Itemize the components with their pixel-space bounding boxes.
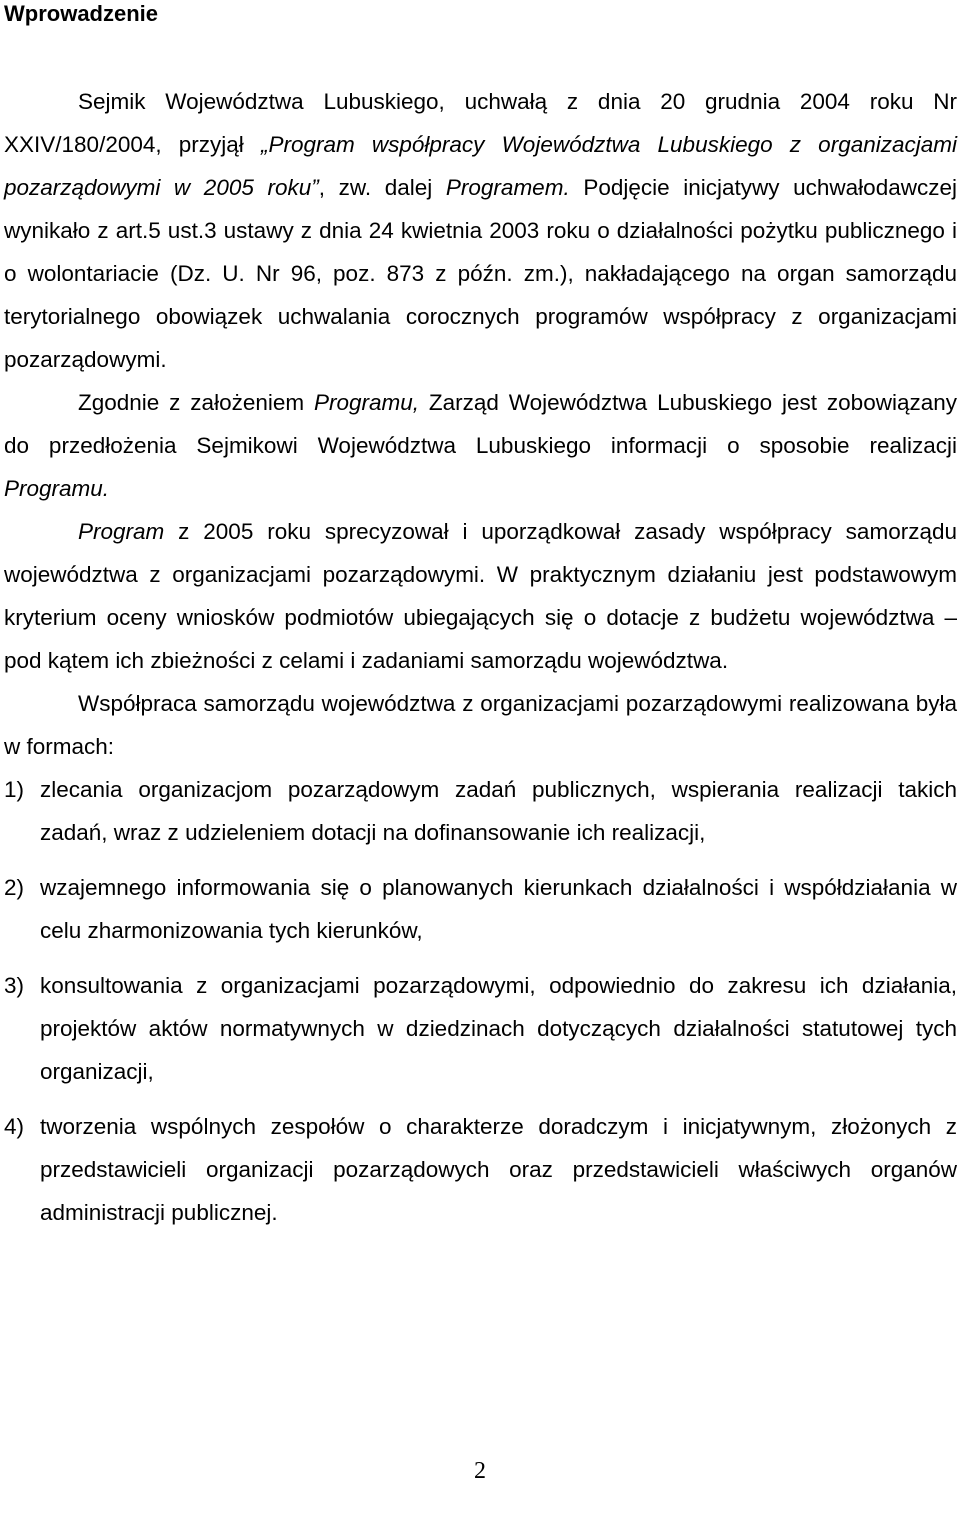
list-item-number: 1) — [4, 777, 25, 802]
list-item-number: 4) — [4, 1114, 25, 1139]
paragraph-text: Sejmik Województwa Lubuskiego, uchwałą z dnia 20 grudnia 2004 roku Nr XXIV/180/2004, przyjął — [4, 89, 957, 157]
paragraph-text: Podjęcie inicjatywy uchwałodawczej wynikało z art.5 ust.3 ustawy z dnia 24 kwietnia 2003 roku o działalności pożytku publicznego i o wolontariacie (Dz. U. Nr 96, poz. 873 z późn. zm.), nakładającego na organ samorządu terytorialnego obowiązek uchwalania corocznych programów współpracy z organizacjami pozarządowymi. — [4, 175, 957, 372]
list-item — [4, 964, 957, 1093]
paragraph-text: , zw. dalej — [318, 175, 446, 200]
list-item — [4, 1105, 957, 1234]
program-term: Programem. — [445, 175, 570, 200]
page-number: 2 — [474, 1458, 486, 1484]
program-term: Programu, — [313, 390, 420, 415]
list-item-text: konsultowania z organizacjami pozarządowymi, odpowiednio do zakresu ich działania, projektów aktów normatywnych w dziedzinach dotyczących działalności statutowej tych organizacji, — [40, 973, 957, 1084]
paragraph-text: z 2005 roku sprecyzował i uporządkował zasady współpracy samorządu województwa z organizacjami pozarządowymi. W praktycznym działaniu jest podstawowym kryterium oceny wniosków podmiotów ubiegających się o dotacje z budżetu województwa – pod kątem ich zbieżności z celami i zadaniami samorządu województwa. — [4, 519, 957, 673]
section-heading: Wprowadzenie — [4, 1, 159, 26]
program-term: Programu. — [4, 476, 110, 501]
document-page — [4, 0, 957, 1246]
program-title: „Program współpracy Województwa Lubuskiego z organizacjami pozarządowymi w 2005 roku” — [4, 132, 957, 200]
list-item-number: 2) — [4, 875, 25, 900]
list-item — [4, 866, 957, 952]
paragraph-program-principles — [4, 510, 957, 682]
paragraph-program-adoption — [4, 80, 957, 381]
list-item-text: tworzenia wspólnych zespołów o charakterze doradczym i inicjatywnym, złożonych z przedstawicieli organizacji pozarządowych oraz przedstawicieli właściwych organów administracji publicznej. — [40, 1114, 957, 1225]
cooperation-forms-list — [4, 768, 957, 1234]
program-term: Program — [78, 519, 165, 544]
paragraph-cooperation-forms-intro: Współpraca samorządu województwa z organizacjami pozarządowymi realizowana była w formach: — [4, 691, 957, 759]
list-item-number: 3) — [4, 973, 25, 998]
list-item-text: wzajemnego informowania się o planowanych kierunkach działalności i współdziałania w celu zharmonizowania tych kierunków, — [40, 875, 957, 943]
list-item-text: zlecania organizacjom pozarządowym zadań publicznych, wspierania realizacji takich zadań, wraz z udzieleniem dotacji na dofinansowanie ich realizacji, — [40, 777, 957, 845]
paragraph-text: Zgodnie z założeniem — [78, 390, 314, 415]
list-item — [4, 768, 957, 854]
paragraph-reporting-obligation — [4, 381, 957, 510]
paragraph-text: Zarząd Województwa Lubuskiego jest zobowiązany do przedłożenia Sejmikowi Województwa Lubuskiego informacji o sposobie realizacji — [4, 390, 957, 458]
